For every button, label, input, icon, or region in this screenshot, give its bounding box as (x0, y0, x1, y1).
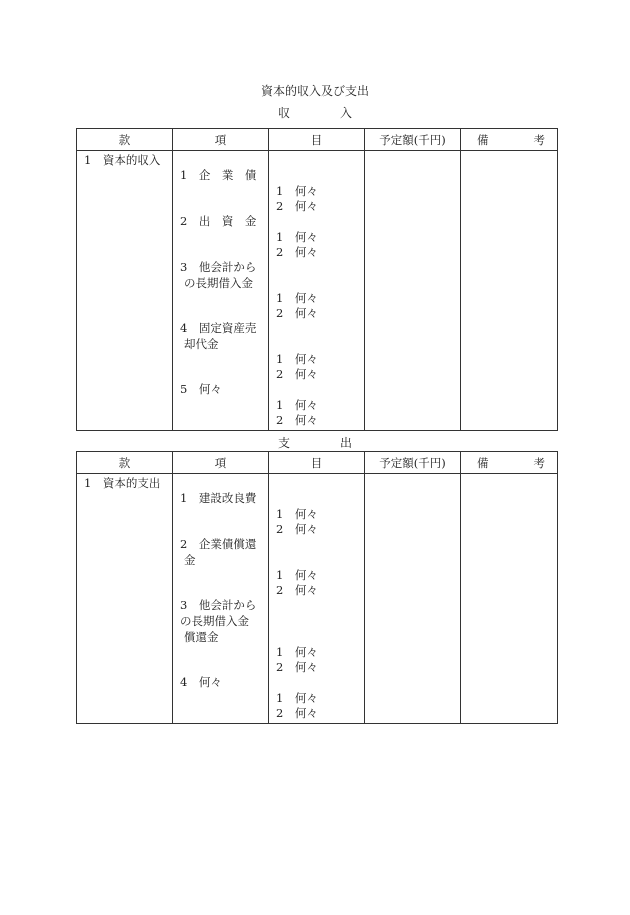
income-table (76, 128, 558, 431)
income-moku-item: 2 何々 (276, 245, 318, 259)
income-moku-item: 1 何々 (276, 230, 318, 244)
header-kan: 款 (77, 452, 173, 474)
income-kou-1: 1 企 業 債 (180, 168, 257, 182)
header-biko: 備 考 (461, 452, 558, 474)
expense-kou-4: 4 何々 (180, 675, 222, 689)
income-moku-cell (269, 151, 365, 431)
header-moku: 目 (269, 452, 365, 474)
income-kou-3-cont: の長期借入金 (184, 276, 253, 290)
header-biko: 備 考 (461, 129, 558, 151)
expense-kan-cell (77, 474, 173, 724)
income-kou-cell (173, 151, 269, 431)
income-kou-3: 3 他会計から (180, 260, 257, 274)
expense-kou-3: 3 他会計から (180, 598, 257, 612)
expense-moku-item: 2 何々 (276, 660, 318, 674)
income-body-row (77, 151, 558, 431)
income-moku-item: 2 何々 (276, 413, 318, 427)
expense-moku-item: 1 何々 (276, 507, 318, 521)
expense-body-row (77, 474, 558, 724)
expense-moku-item: 2 何々 (276, 706, 318, 720)
expense-moku-item: 2 何々 (276, 583, 318, 597)
income-moku-item: 1 何々 (276, 291, 318, 305)
document-title: 資本的収入及び支出 (260, 84, 369, 98)
income-kan-cell (77, 151, 173, 431)
income-yotei-cell (365, 151, 461, 431)
income-moku-item: 2 何々 (276, 199, 318, 213)
income-moku-item: 1 何々 (276, 398, 318, 412)
income-label-1: 収 (278, 106, 291, 120)
income-biko-cell (461, 151, 558, 431)
expense-kou-2: 2 企業債償還 (180, 537, 257, 551)
header-kou: 項 (173, 452, 269, 474)
income-kou-5: 5 何々 (180, 382, 222, 396)
expense-moku-item: 1 何々 (276, 691, 318, 705)
income-kou-4: 4 固定資産売 (180, 321, 257, 335)
income-moku-item: 1 何々 (276, 184, 318, 198)
income-kan: 1 資本的収入 (84, 153, 161, 167)
expense-moku-cell (269, 474, 365, 724)
expense-kou-3-cont: の長期借入金 (180, 614, 249, 628)
expense-kou-2-cont: 金 (184, 553, 196, 567)
expense-label-2: 出 (340, 436, 353, 450)
income-header-row (77, 129, 558, 151)
expense-moku-item: 1 何々 (276, 645, 318, 659)
expense-moku-item: 2 何々 (276, 522, 318, 536)
expense-kou-cell (173, 474, 269, 724)
expense-kou-1: 1 建設改良費 (180, 491, 257, 505)
header-yotei: 予定額(千円) (365, 452, 461, 474)
header-yotei: 予定額(千円) (365, 129, 461, 151)
header-kou: 項 (173, 129, 269, 151)
expense-table (76, 451, 558, 724)
expense-kan: 1 資本的支出 (84, 476, 161, 490)
expense-yotei-cell (365, 474, 461, 724)
expense-moku-item: 1 何々 (276, 568, 318, 582)
expense-kou-3-cont: 償還金 (184, 630, 219, 644)
expense-header-row (77, 452, 558, 474)
income-kou-4-cont: 却代金 (184, 337, 219, 351)
income-kou-2: 2 出 資 金 (180, 214, 257, 228)
header-kan: 款 (77, 129, 173, 151)
expense-biko-cell (461, 474, 558, 724)
income-moku-item: 1 何々 (276, 352, 318, 366)
income-moku-item: 2 何々 (276, 306, 318, 320)
income-label-2: 入 (340, 106, 353, 120)
header-moku: 目 (269, 129, 365, 151)
expense-label-1: 支 (278, 436, 291, 450)
income-moku-item: 2 何々 (276, 367, 318, 381)
